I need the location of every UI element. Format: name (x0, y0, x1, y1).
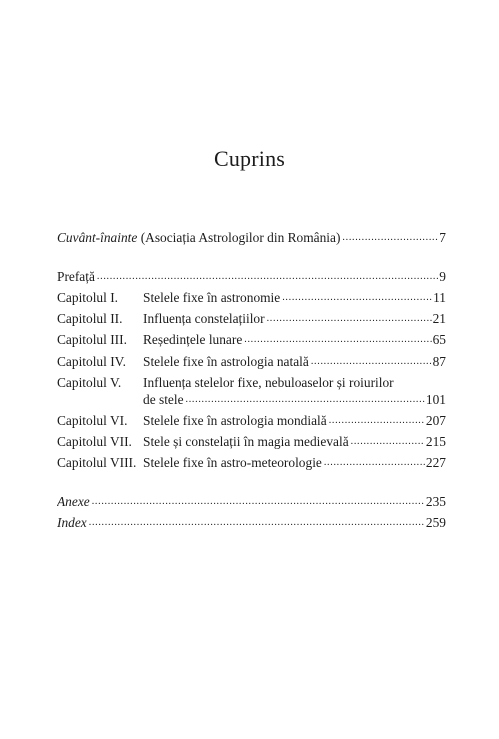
toc-entry-chapter-7[interactable] (57, 433, 446, 451)
chapter-title-continuation: de stele (143, 392, 184, 407)
foreword-author: (Asociația Astrologilor din România) (140, 230, 341, 245)
page-title: Cuprins (213, 146, 286, 171)
dot-leader (322, 454, 425, 472)
toc-entry-chapter-3[interactable] (57, 331, 446, 349)
toc-entry-chapter-5-cont[interactable] (57, 391, 446, 409)
preface-title: Prefață (57, 269, 95, 284)
chapter-title: Reședințele lunare (143, 332, 243, 347)
toc-entry-chapter-8[interactable] (57, 454, 446, 472)
page-number: 235 (425, 494, 446, 509)
chapter-title: Stele și constelații în magia medievală (143, 434, 349, 449)
chapter-title: Stelele fixe în astro-meteorologie (143, 455, 322, 470)
toc-entry-chapter-5[interactable] (57, 374, 446, 392)
chapter-label: Capitolul IV. (57, 354, 126, 369)
dot-leader (95, 268, 438, 286)
toc-entry-chapter-4[interactable] (57, 353, 446, 371)
chapter-label: Capitolul VIII. (57, 455, 137, 470)
chapter-label: Capitolul VI. (57, 413, 128, 428)
chapter-title: Stelele fixe în astrologia natală (143, 354, 309, 369)
chapter-label: Capitolul II. (57, 311, 123, 326)
page-number: 65 (432, 332, 446, 347)
chapter-label: Capitolul III. (57, 332, 127, 347)
chapter-title: Influența constelațiilor (143, 311, 265, 326)
toc-entry-chapter-2[interactable] (57, 310, 446, 328)
dot-leader (309, 353, 432, 371)
dot-leader (280, 289, 432, 307)
toc-entry-preface[interactable] (57, 268, 446, 286)
chapter-title: Influența stelelor fixe, nebuloaselor și roiurilor (143, 375, 394, 390)
toc-entry-chapter-6[interactable] (57, 412, 446, 430)
page-number: 207 (425, 413, 446, 428)
toc-entry-chapter-1[interactable] (57, 289, 446, 307)
foreword-title: Cuvânt-înainte (57, 230, 138, 245)
chapter-label: Capitolul V. (57, 375, 122, 390)
page-number: 101 (425, 392, 446, 407)
chapter-title: Stelele fixe în astronomie (143, 290, 281, 305)
dot-leader (90, 493, 425, 511)
chapter-label: Capitolul I. (57, 290, 118, 305)
dot-leader (184, 391, 425, 409)
appendix-title: Anexe (57, 494, 90, 509)
dot-leader (340, 229, 438, 247)
dot-leader (87, 514, 425, 532)
page-number: 9 (439, 269, 446, 284)
page-number: 11 (433, 290, 446, 305)
dot-leader (265, 310, 432, 328)
chapter-label: Capitolul VII. (57, 434, 132, 449)
page-number: 7 (439, 230, 446, 245)
page-number: 21 (432, 311, 446, 326)
dot-leader (327, 412, 425, 430)
toc-entry-index[interactable] (57, 514, 446, 532)
page-number: 87 (432, 354, 446, 369)
dot-leader (242, 331, 431, 349)
index-title: Index (57, 515, 87, 530)
chapter-title: Stelele fixe în astrologia mondială (143, 413, 327, 428)
page-number: 215 (425, 434, 446, 449)
toc-entry-foreword[interactable] (57, 229, 446, 247)
dot-leader (349, 433, 425, 451)
toc-entry-appendix[interactable] (57, 493, 446, 511)
page-number: 259 (425, 515, 446, 530)
page-number: 227 (425, 455, 446, 470)
